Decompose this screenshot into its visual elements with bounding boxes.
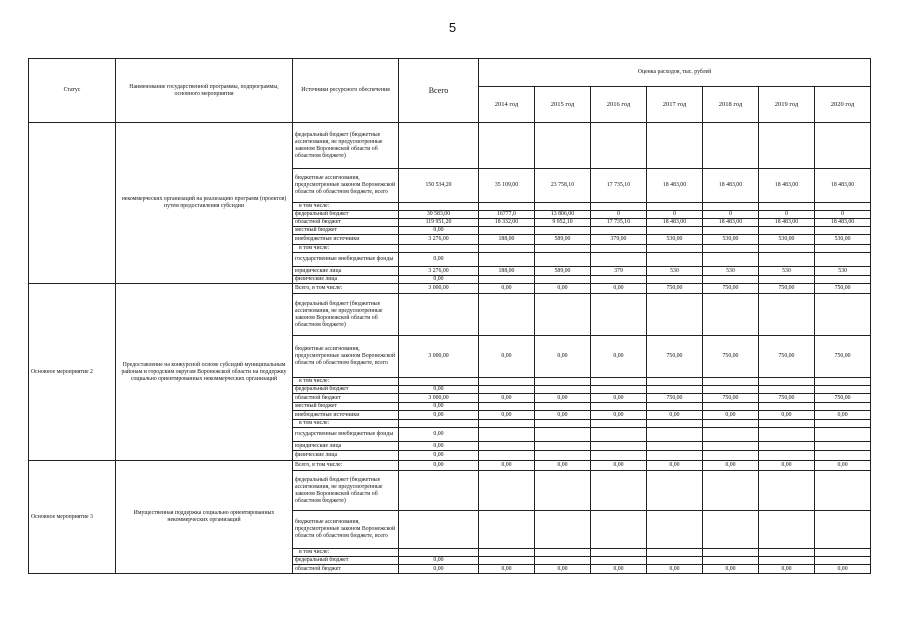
source-cell: юридические лица (293, 267, 399, 276)
value-cell (479, 428, 535, 442)
table-row (29, 461, 871, 471)
total-cell: 0,00 (399, 411, 479, 420)
value-cell: 0,00 (535, 461, 591, 471)
value-cell (815, 420, 871, 428)
value-cell (535, 276, 591, 284)
value-cell (479, 557, 535, 565)
status-cell: Основное мероприятие 3 (29, 461, 116, 574)
value-cell: 0,00 (647, 411, 703, 420)
value-cell (479, 123, 535, 169)
value-cell: 18 483,00 (647, 219, 703, 227)
value-cell: 0 (703, 211, 759, 219)
value-cell: 18 332,00 (479, 219, 535, 227)
value-cell (535, 123, 591, 169)
value-cell (759, 203, 815, 211)
header-sources: Источники ресурсного обеспечения (293, 59, 399, 123)
source-cell: в том числе: (293, 420, 399, 428)
value-cell: 0 (815, 211, 871, 219)
total-cell: 3 000,00 (399, 336, 479, 378)
total-cell: 0,00 (399, 461, 479, 471)
value-cell (703, 276, 759, 284)
status-cell (29, 123, 116, 284)
value-cell (815, 245, 871, 253)
value-cell: 0,00 (591, 284, 647, 294)
value-cell (647, 557, 703, 565)
value-cell (479, 442, 535, 451)
source-cell: федеральный бюджет (293, 557, 399, 565)
value-cell (591, 511, 647, 549)
value-cell (535, 227, 591, 235)
value-cell (647, 549, 703, 557)
value-cell (759, 511, 815, 549)
source-cell: Всего, в том числе: (293, 284, 399, 294)
value-cell: 0 (759, 211, 815, 219)
source-cell: в том числе: (293, 203, 399, 211)
total-cell (399, 245, 479, 253)
value-cell: 750,00 (703, 336, 759, 378)
value-cell: 0,00 (479, 394, 535, 403)
value-cell (647, 451, 703, 461)
value-cell: 18 483,00 (815, 219, 871, 227)
value-cell: 0,00 (479, 336, 535, 378)
value-cell (535, 378, 591, 386)
value-cell: 17 735,10 (591, 219, 647, 227)
value-cell (535, 428, 591, 442)
value-cell: 0,00 (703, 565, 759, 574)
program-name-cell: Предоставление на конкурсной основе субсидий муниципальным районам и городским округам Воронежской области на поддержку социально ориентированных некоммерческих организаций (116, 284, 293, 461)
total-cell (399, 123, 479, 169)
value-cell: 750,00 (815, 336, 871, 378)
value-cell (535, 420, 591, 428)
source-cell: государственные внебюджетные фонды (293, 253, 399, 267)
value-cell (479, 403, 535, 411)
value-cell (535, 442, 591, 451)
value-cell (591, 451, 647, 461)
total-cell (399, 294, 479, 336)
value-cell (815, 442, 871, 451)
total-cell: 0,00 (399, 386, 479, 394)
total-cell: 0,00 (399, 428, 479, 442)
value-cell: 18 483,00 (703, 169, 759, 203)
value-cell: 530,00 (703, 235, 759, 245)
value-cell: 0,00 (591, 411, 647, 420)
value-cell (591, 123, 647, 169)
value-cell: 0,00 (535, 565, 591, 574)
value-cell: 0,00 (815, 565, 871, 574)
value-cell (759, 451, 815, 461)
source-cell: федеральный бюджет (бюджетные ассигнования, не предусмотренные законом Воронежской области об областном бюджете) (293, 471, 399, 511)
value-cell: 0,00 (591, 565, 647, 574)
value-cell: 0,00 (535, 411, 591, 420)
value-cell (759, 557, 815, 565)
total-cell: 0,00 (399, 227, 479, 235)
program-name-cell: Имущественная поддержка социально ориентированных некоммерческих организаций (116, 461, 293, 574)
value-cell: 23 758,10 (535, 169, 591, 203)
value-cell: 0,00 (703, 411, 759, 420)
value-cell: 0,00 (479, 284, 535, 294)
value-cell: 379,00 (591, 235, 647, 245)
value-cell: 530 (703, 267, 759, 276)
header-status: Статус (29, 59, 116, 123)
program-name-cell: некоммерческих организаций на реализацию программ (проектов) путем предоставления субсидии (116, 123, 293, 284)
table-body (29, 123, 871, 574)
source-cell: внебюджетные источники (293, 411, 399, 420)
source-cell: местный бюджет (293, 227, 399, 235)
value-cell: 750,00 (759, 284, 815, 294)
total-cell: 3 276,00 (399, 267, 479, 276)
value-cell (703, 245, 759, 253)
value-cell (759, 253, 815, 267)
value-cell: 530,00 (759, 235, 815, 245)
value-cell (815, 386, 871, 394)
value-cell: 530 (815, 267, 871, 276)
header-year: 2020 год (815, 87, 871, 123)
value-cell (815, 253, 871, 267)
value-cell (703, 420, 759, 428)
value-cell: 0,00 (479, 411, 535, 420)
value-cell (535, 253, 591, 267)
source-cell: бюджетные ассигнования, предусмотренные законом Воронежской области об областном бюджете, всего (293, 336, 399, 378)
value-cell (647, 203, 703, 211)
value-cell (703, 471, 759, 511)
value-cell (591, 227, 647, 235)
source-cell: физические лица (293, 451, 399, 461)
value-cell (591, 428, 647, 442)
total-cell: 0,00 (399, 253, 479, 267)
value-cell: 0,00 (759, 461, 815, 471)
source-cell: в том числе: (293, 549, 399, 557)
value-cell (647, 471, 703, 511)
value-cell: 0,00 (591, 336, 647, 378)
total-cell: 0,00 (399, 276, 479, 284)
value-cell: 0,00 (759, 411, 815, 420)
value-cell: 750,00 (647, 336, 703, 378)
value-cell (759, 276, 815, 284)
total-cell (399, 203, 479, 211)
header-year: 2019 год (759, 87, 815, 123)
value-cell: 0,00 (647, 461, 703, 471)
value-cell: 0,00 (479, 461, 535, 471)
value-cell: 0,00 (591, 394, 647, 403)
value-cell (535, 511, 591, 549)
value-cell (535, 471, 591, 511)
value-cell: 530 (759, 267, 815, 276)
value-cell (815, 471, 871, 511)
value-cell (479, 245, 535, 253)
value-cell: 0,00 (815, 411, 871, 420)
value-cell (703, 451, 759, 461)
page-number: 5 (448, 20, 457, 35)
total-cell: 0,00 (399, 403, 479, 411)
value-cell: 750,00 (815, 394, 871, 403)
value-cell (479, 203, 535, 211)
value-cell (591, 378, 647, 386)
value-cell (815, 428, 871, 442)
value-cell (535, 451, 591, 461)
value-cell (759, 227, 815, 235)
value-cell (535, 403, 591, 411)
budget-table (28, 58, 871, 574)
table-row (29, 284, 871, 294)
value-cell (815, 378, 871, 386)
value-cell (479, 420, 535, 428)
value-cell (647, 378, 703, 386)
value-cell (647, 442, 703, 451)
value-cell (535, 203, 591, 211)
total-cell: 3 000,00 (399, 284, 479, 294)
value-cell: 0,00 (759, 565, 815, 574)
value-cell: 18 483,00 (759, 219, 815, 227)
value-cell: 530 (647, 267, 703, 276)
value-cell: 0,00 (703, 461, 759, 471)
source-cell: в том числе: (293, 245, 399, 253)
value-cell (647, 123, 703, 169)
value-cell (479, 549, 535, 557)
value-cell: 0,00 (591, 461, 647, 471)
source-cell: областной бюджет (293, 565, 399, 574)
value-cell (815, 549, 871, 557)
value-cell: 18 483,00 (815, 169, 871, 203)
source-cell: федеральный бюджет (бюджетные ассигнования, не предусмотренные законом Воронежской области об областном бюджете) (293, 123, 399, 169)
value-cell (815, 403, 871, 411)
header-year: 2015 год (535, 87, 591, 123)
source-cell: в том числе: (293, 378, 399, 386)
total-cell (399, 420, 479, 428)
value-cell (591, 294, 647, 336)
value-cell (591, 386, 647, 394)
value-cell: 18 483,00 (703, 219, 759, 227)
value-cell (479, 227, 535, 235)
value-cell: 750,00 (647, 394, 703, 403)
header-year: 2017 год (647, 87, 703, 123)
source-cell: физические лица (293, 276, 399, 284)
total-cell: 0,00 (399, 442, 479, 451)
source-cell: бюджетные ассигнования, предусмотренные законом Воронежской области об областном бюджете, всего (293, 169, 399, 203)
value-cell (703, 378, 759, 386)
value-cell: 530,00 (647, 235, 703, 245)
value-cell (647, 428, 703, 442)
value-cell (479, 471, 535, 511)
value-cell: 35 109,00 (479, 169, 535, 203)
value-cell (815, 557, 871, 565)
value-cell (703, 549, 759, 557)
total-cell (399, 511, 479, 549)
value-cell (479, 511, 535, 549)
value-cell (647, 294, 703, 336)
value-cell (815, 203, 871, 211)
value-cell (703, 428, 759, 442)
value-cell: 750,00 (759, 394, 815, 403)
value-cell (703, 511, 759, 549)
value-cell (591, 403, 647, 411)
table-header (29, 59, 871, 123)
source-cell: областной бюджет (293, 219, 399, 227)
value-cell (535, 557, 591, 565)
total-cell: 3 000,00 (399, 394, 479, 403)
total-cell: 0,00 (399, 451, 479, 461)
source-cell: федеральный бюджет (бюджетные ассигнования, не предусмотренные законом Воронежской области об областном бюджете) (293, 294, 399, 336)
value-cell (647, 386, 703, 394)
value-cell (703, 294, 759, 336)
value-cell: 530,00 (815, 235, 871, 245)
value-cell: 589,00 (535, 267, 591, 276)
value-cell: 18 483,00 (759, 169, 815, 203)
total-cell (399, 471, 479, 511)
value-cell: 16777,0 (479, 211, 535, 219)
value-cell: 9 952,10 (535, 219, 591, 227)
value-cell: 0 (591, 211, 647, 219)
total-cell: 150 534,20 (399, 169, 479, 203)
value-cell (535, 294, 591, 336)
value-cell (647, 245, 703, 253)
header-estimate: Оценка расходов, тыс. рублей (479, 59, 871, 87)
value-cell (535, 386, 591, 394)
value-cell (759, 403, 815, 411)
value-cell: 750,00 (647, 284, 703, 294)
value-cell (815, 276, 871, 284)
value-cell: 750,00 (703, 394, 759, 403)
value-cell (759, 420, 815, 428)
value-cell: 0,00 (535, 394, 591, 403)
total-cell: 119 951,20 (399, 219, 479, 227)
total-cell: 3 276,00 (399, 235, 479, 245)
total-cell: 0,00 (399, 565, 479, 574)
value-cell (647, 253, 703, 267)
value-cell (759, 245, 815, 253)
header-year: 2018 год (703, 87, 759, 123)
value-cell: 589,00 (535, 235, 591, 245)
value-cell (703, 253, 759, 267)
total-cell (399, 378, 479, 386)
header-year: 2014 год (479, 87, 535, 123)
value-cell (479, 294, 535, 336)
value-cell (815, 227, 871, 235)
value-cell (759, 378, 815, 386)
value-cell: 750,00 (815, 284, 871, 294)
value-cell: 13 806,00 (535, 211, 591, 219)
value-cell (759, 442, 815, 451)
value-cell (647, 227, 703, 235)
value-cell (703, 227, 759, 235)
value-cell (591, 253, 647, 267)
value-cell (759, 386, 815, 394)
value-cell (535, 549, 591, 557)
value-cell (591, 276, 647, 284)
source-cell: внебюджетные источники (293, 235, 399, 245)
value-cell: 0,00 (647, 565, 703, 574)
value-cell (815, 451, 871, 461)
value-cell: 0,00 (535, 336, 591, 378)
total-cell (399, 549, 479, 557)
value-cell: 750,00 (759, 336, 815, 378)
value-cell (759, 294, 815, 336)
value-cell (703, 557, 759, 565)
value-cell (759, 123, 815, 169)
value-cell (759, 471, 815, 511)
value-cell (703, 123, 759, 169)
value-cell (647, 276, 703, 284)
source-cell: областной бюджет (293, 394, 399, 403)
value-cell: 379 (591, 267, 647, 276)
value-cell: 188,00 (479, 267, 535, 276)
value-cell (591, 471, 647, 511)
value-cell: 750,00 (703, 284, 759, 294)
source-cell: бюджетные ассигнования, предусмотренные законом Воронежской области об областном бюджете, всего (293, 511, 399, 549)
value-cell (815, 511, 871, 549)
header-total: Всего (399, 59, 479, 123)
value-cell (759, 549, 815, 557)
table-row (29, 123, 871, 169)
value-cell (591, 557, 647, 565)
value-cell (479, 451, 535, 461)
value-cell: 188,00 (479, 235, 535, 245)
value-cell (535, 245, 591, 253)
value-cell: 0,00 (479, 565, 535, 574)
value-cell (479, 276, 535, 284)
value-cell: 0 (647, 211, 703, 219)
source-cell: юридические лица (293, 442, 399, 451)
value-cell (815, 294, 871, 336)
total-cell: 0,00 (399, 557, 479, 565)
value-cell (591, 442, 647, 451)
value-cell (703, 403, 759, 411)
source-cell: федеральный бюджет (293, 386, 399, 394)
value-cell (591, 245, 647, 253)
value-cell (703, 442, 759, 451)
value-cell (703, 386, 759, 394)
total-cell: 30 583,00 (399, 211, 479, 219)
value-cell (759, 428, 815, 442)
source-cell: государственные внебюджетные фонды (293, 428, 399, 442)
value-cell: 17 735,10 (591, 169, 647, 203)
value-cell (647, 420, 703, 428)
value-cell (647, 511, 703, 549)
value-cell (479, 253, 535, 267)
value-cell: 0,00 (535, 284, 591, 294)
source-cell: местный бюджет (293, 403, 399, 411)
source-cell: федеральный бюджет (293, 211, 399, 219)
value-cell (815, 123, 871, 169)
value-cell (591, 420, 647, 428)
value-cell (479, 386, 535, 394)
value-cell (479, 378, 535, 386)
header-name: Наименование государственной программы, подпрограммы, основного мероприятия (116, 59, 293, 123)
source-cell: Всего, в том числе: (293, 461, 399, 471)
value-cell (703, 203, 759, 211)
value-cell: 18 483,00 (647, 169, 703, 203)
value-cell (647, 403, 703, 411)
header-year: 2016 год (591, 87, 647, 123)
value-cell: 0,00 (815, 461, 871, 471)
status-cell: Основное мероприятие 2 (29, 284, 116, 461)
value-cell (591, 549, 647, 557)
value-cell (591, 203, 647, 211)
